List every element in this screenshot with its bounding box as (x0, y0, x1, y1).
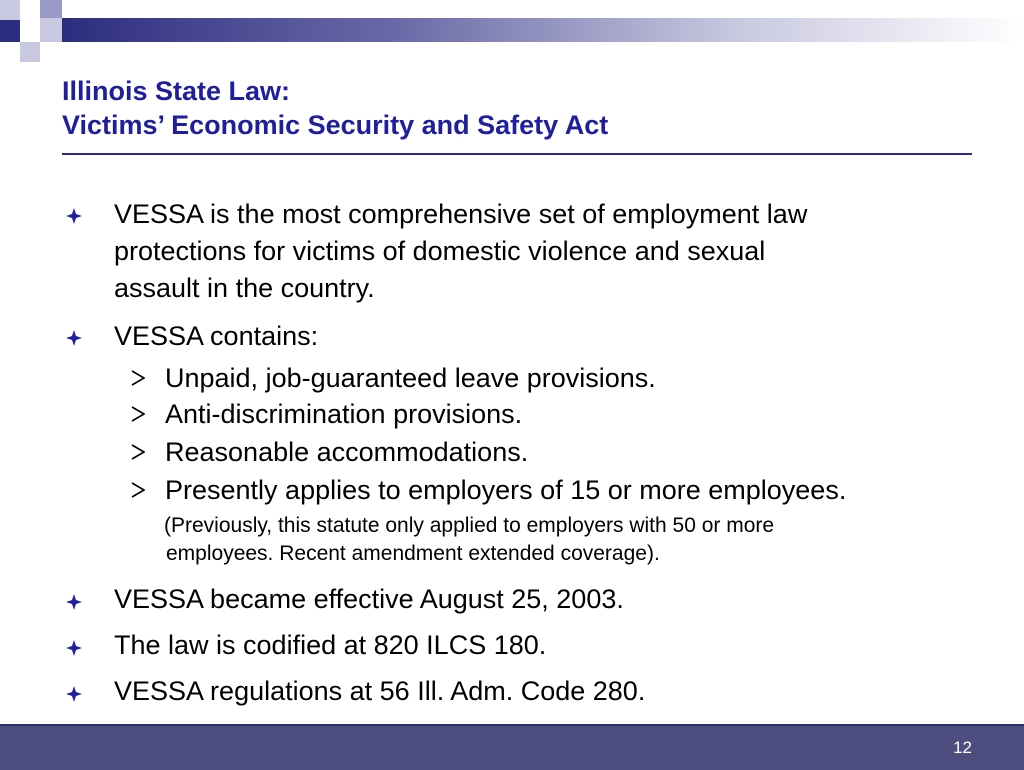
diamond-bullet-icon (66, 330, 82, 346)
bullet-line: VESSA became effective August 25, 2003. (114, 584, 624, 614)
page-number: 12 (953, 738, 972, 757)
bullet-item (114, 581, 624, 618)
diamond-bullet-icon (66, 640, 82, 656)
bullet-item (114, 627, 546, 664)
bullet-line: The law is codified at 820 ILCS 180. (114, 630, 547, 660)
decor-square (40, 42, 62, 64)
sub-bullet-item: Presently applies to employers of 15 or more employees. (165, 475, 847, 505)
note-text (160, 512, 774, 568)
footer-bar (0, 724, 1024, 770)
bullet-item (114, 673, 645, 710)
slide-title-line1: Illinois State Law: (62, 76, 291, 106)
diamond-bullet-icon (66, 594, 82, 610)
diamond-bullet-icon (66, 686, 82, 702)
diamond-bullet-icon (66, 208, 82, 224)
bullet-line: assault in the country. (114, 273, 375, 303)
arrow-bullet-icon (131, 406, 145, 422)
decor-square (0, 20, 20, 42)
title-divider (62, 153, 972, 155)
bullet-line: VESSA is the most comprehensive set of employment law (114, 199, 808, 229)
arrow-bullet-icon (131, 482, 145, 498)
header-gradient-bar (62, 18, 1024, 42)
decor-square (40, 0, 62, 18)
decor-square (20, 0, 40, 20)
arrow-bullet-icon (131, 444, 145, 460)
sub-bullet-item: Unpaid, job-guaranteed leave provisions. (165, 363, 656, 393)
note-line: (Previously, this statute only applied to employers with 50 or more (164, 514, 775, 537)
bullet-item (114, 318, 318, 355)
bullet-line: VESSA regulations at 56 Ill. Adm. Code 280. (114, 676, 646, 706)
note-line: employees. Recent amendment extended coverage). (166, 542, 660, 565)
decor-square (40, 18, 62, 42)
sub-bullet-item: Reasonable accommodations. (165, 437, 529, 467)
slide-title-line2: Victims’ Economic Security and Safety Act (62, 110, 609, 140)
decor-square (20, 42, 40, 62)
arrow-bullet-icon (131, 370, 145, 386)
bullet-line: protections for victims of domestic violence and sexual (114, 236, 766, 266)
slide-title (62, 74, 972, 142)
sub-bullet-item: Anti-discrimination provisions. (165, 399, 523, 429)
decor-square (0, 0, 20, 20)
bullet-line: VESSA contains: (114, 321, 319, 351)
bullet-item (114, 196, 807, 307)
